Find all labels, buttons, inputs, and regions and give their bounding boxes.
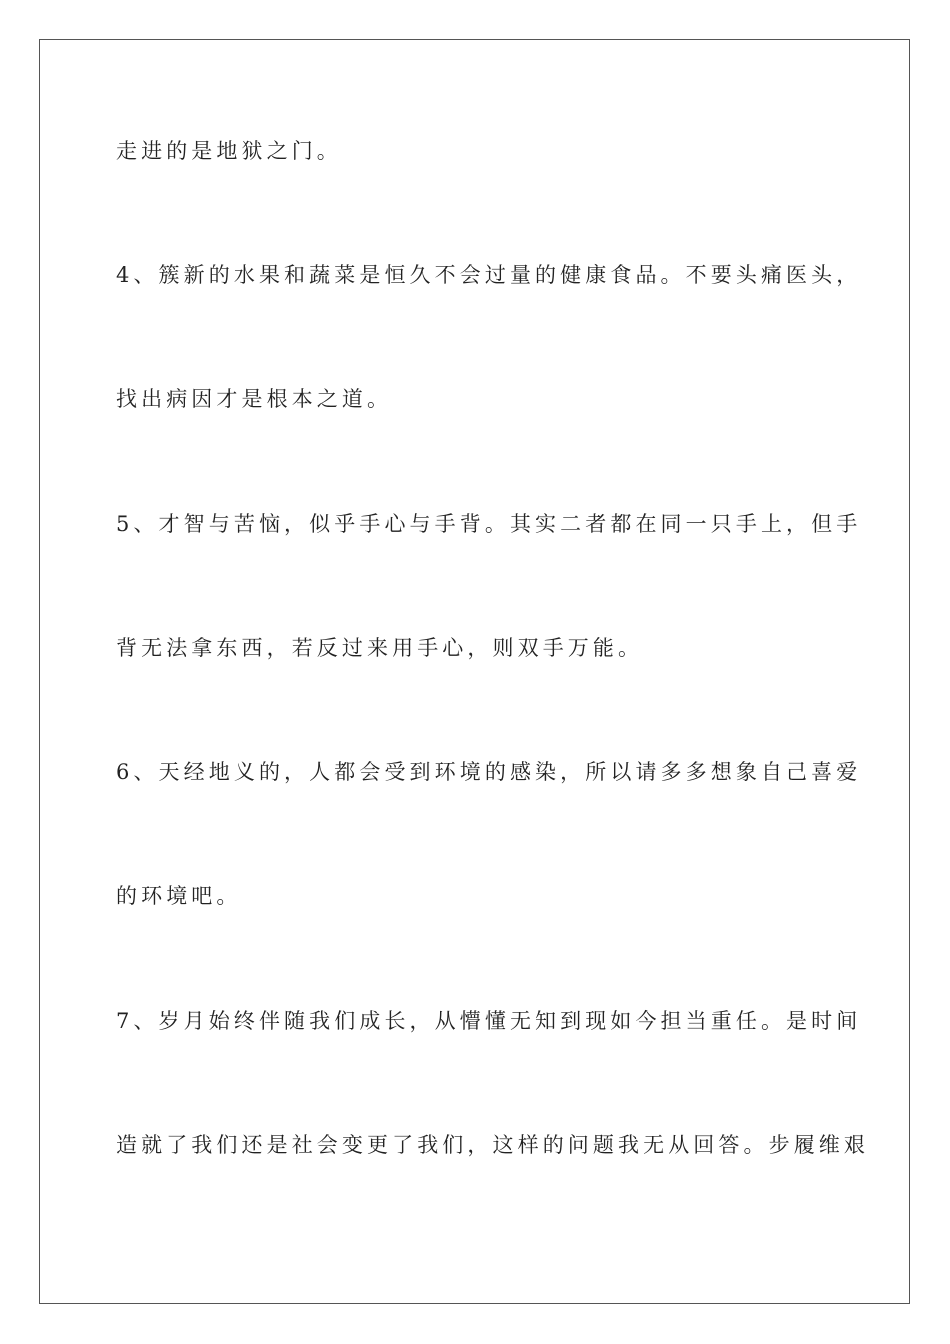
text-line-4: 5、才智与苦恼，似乎手心与手背。其实二者都在同一只手上，但手 — [116, 512, 862, 536]
text-line-8: 7、岁月始终伴随我们成长，从懵懂无知到现如今担当重任。是时间 — [116, 1009, 862, 1033]
text-line-6: 6、天经地义的，人都会受到环境的感染，所以请多多想象自己喜爱 — [116, 760, 862, 784]
text-line-5: 背无法拿东西，若反过来用手心，则双手万能。 — [116, 636, 644, 660]
text-line-1: 走进的是地狱之门。 — [116, 139, 342, 163]
text-line-2: 4、簇新的水果和蔬菜是恒久不会过量的健康食品。不要头痛医头， — [116, 263, 862, 287]
page-frame — [39, 39, 910, 1304]
text-line-3: 找出病因才是根本之道。 — [116, 387, 393, 411]
text-line-9: 造就了我们还是社会变更了我们，这样的问题我无从回答。步履维艰 — [116, 1133, 869, 1157]
text-line-7: 的环境吧。 — [116, 884, 242, 908]
